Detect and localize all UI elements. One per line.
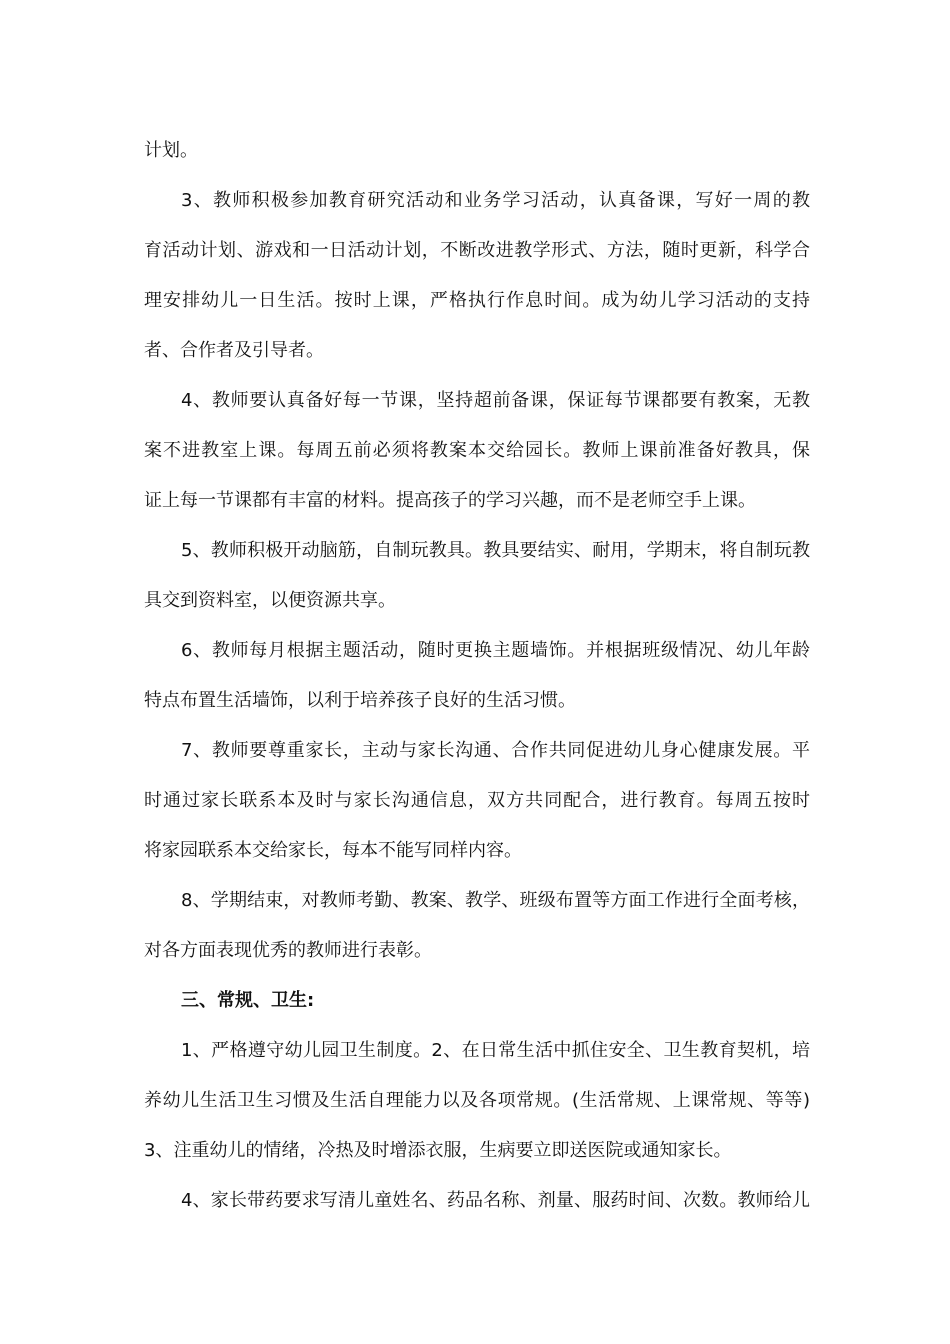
- text-line: 4、教师要认真备好每一节课，坚持超前备课，保证每节课都要有教案，无教: [181, 390, 810, 411]
- text-line: 特点布置生活墙饰，以利于培养孩子良好的生活习惯。: [144, 690, 576, 711]
- text-line: 3、注重幼儿的情绪，冷热及时增添衣服，生病要立即送医院或通知家长。: [144, 1140, 732, 1161]
- text-line: 者、合作者及引导者。: [144, 340, 324, 361]
- text-line: 6、教师每月根据主题活动，随时更换主题墙饰。并根据班级情况、幼儿年龄: [181, 640, 810, 661]
- text-line: 证上每一节课都有丰富的材料。提高孩子的学习兴趣，而不是老师空手上课。: [144, 490, 756, 511]
- text-line: 时通过家长联系本及时与家长沟通信息，双方共同配合，进行教育。每周五按时: [144, 790, 810, 811]
- text-line: 1、严格遵守幼儿园卫生制度。2、在日常生活中抓住安全、卫生教育契机，培: [181, 1040, 810, 1061]
- text-line: 具交到资料室，以便资源共享。: [144, 590, 396, 611]
- text-line: 7、教师要尊重家长，主动与家长沟通、合作共同促进幼儿身心健康发展。平: [181, 740, 810, 761]
- text-line: 养幼儿生活卫生习惯及生活自理能力以及各项常规。(生活常规、上课常规、等等): [144, 1090, 810, 1111]
- text-line: 5、教师积极开动脑筋，自制玩教具。教具要结实、耐用，学期末，将自制玩教: [181, 540, 810, 561]
- text-line: 理安排幼儿一日生活。按时上课，严格执行作息时间。成为幼儿学习活动的支持: [144, 290, 810, 311]
- text-line: 计划。: [144, 140, 198, 161]
- text-line: 3、教师积极参加教育研究活动和业务学习活动，认真备课，写好一周的教: [181, 190, 810, 211]
- text-line: 案不进教室上课。每周五前必须将教案本交给园长。教师上课前准备好教具，保: [144, 440, 810, 461]
- text-line: 对各方面表现优秀的教师进行表彰。: [144, 940, 432, 961]
- document-body: [144, 134, 810, 1234]
- text-line: 将家园联系本交给家长，每本不能写同样内容。: [144, 840, 522, 861]
- text-line: 8、学期结束，对教师考勤、教案、教学、班级布置等方面工作进行全面考核，: [181, 890, 810, 911]
- text-line: 育活动计划、游戏和一日活动计划，不断改进教学形式、方法，随时更新，科学合: [144, 240, 810, 261]
- text-line: 4、家长带药要求写清儿童姓名、药品名称、剂量、服药时间、次数。教师给儿: [181, 1190, 810, 1211]
- section-heading: 三、常规、卫生:: [181, 990, 315, 1011]
